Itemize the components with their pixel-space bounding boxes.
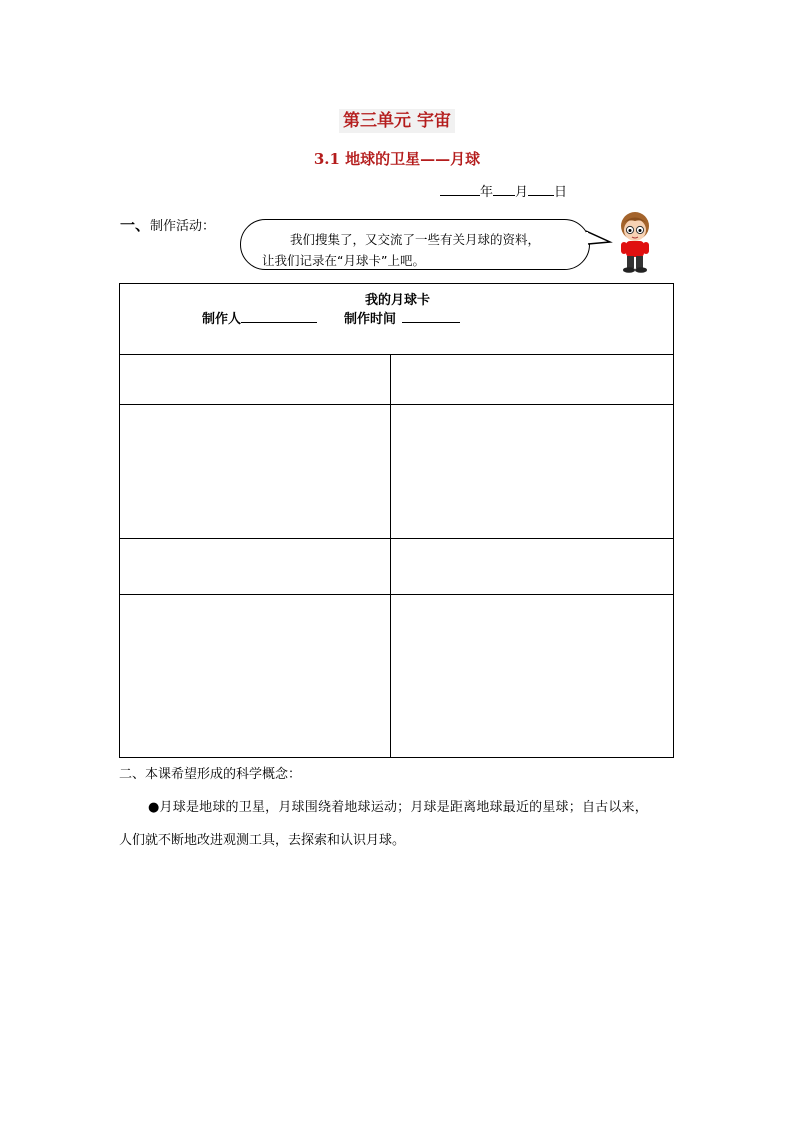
card-time-field <box>344 308 460 327</box>
card-cell[interactable] <box>120 539 390 594</box>
month-blank[interactable] <box>493 182 515 196</box>
section1-label: 制作活动： <box>150 219 216 234</box>
card-cell[interactable] <box>120 405 390 538</box>
year-label: 年 <box>480 185 494 200</box>
unit-title-text: 第三单元 宇宙 <box>339 109 455 133</box>
card-time-label: 制作时间 <box>344 312 397 327</box>
concept-paragraph-line1 <box>148 796 648 815</box>
bubble-text-line2: 让我们记录在“月球卡”上吧。 <box>262 253 425 268</box>
section2-heading: 二、本课希望形成的科学概念： <box>119 767 302 782</box>
card-cell[interactable] <box>120 355 390 404</box>
bubble-text-line1: 我们搜集了，又交流了一些有关月球的资料， <box>290 232 541 247</box>
day-blank[interactable] <box>528 182 554 196</box>
card-title: 我的月球卡 <box>364 293 430 308</box>
date-line <box>440 181 567 200</box>
card-cell[interactable] <box>391 595 673 757</box>
card-maker-blank[interactable] <box>241 309 317 323</box>
card-cell[interactable] <box>120 595 390 757</box>
bullet-icon: ● <box>148 800 160 815</box>
month-label: 月 <box>515 185 529 200</box>
card-maker-label: 制作人 <box>202 312 242 327</box>
card-time-blank[interactable] <box>402 309 460 323</box>
cartoon-boy-icon <box>612 209 658 275</box>
unit-title <box>0 106 794 131</box>
card-cell[interactable] <box>391 405 673 538</box>
concept-paragraph-line2: 人们就不断地改进观测工具，去探索和认识月球。 <box>119 833 406 848</box>
day-label: 日 <box>554 185 568 200</box>
section1-heading <box>120 214 215 235</box>
year-blank[interactable] <box>440 182 480 196</box>
card-cell[interactable] <box>391 355 673 404</box>
moon-card-table <box>119 283 674 758</box>
lesson-title: 3.1 地球的卫星——月球 <box>313 150 481 168</box>
concept-text-line1: 月球是地球的卫星，月球围绕着地球运动；月球是距离地球最近的星球；自古以来， <box>159 800 648 815</box>
section1-number: 一、 <box>120 216 151 234</box>
card-cell[interactable] <box>391 539 673 594</box>
card-maker-field <box>202 308 317 327</box>
